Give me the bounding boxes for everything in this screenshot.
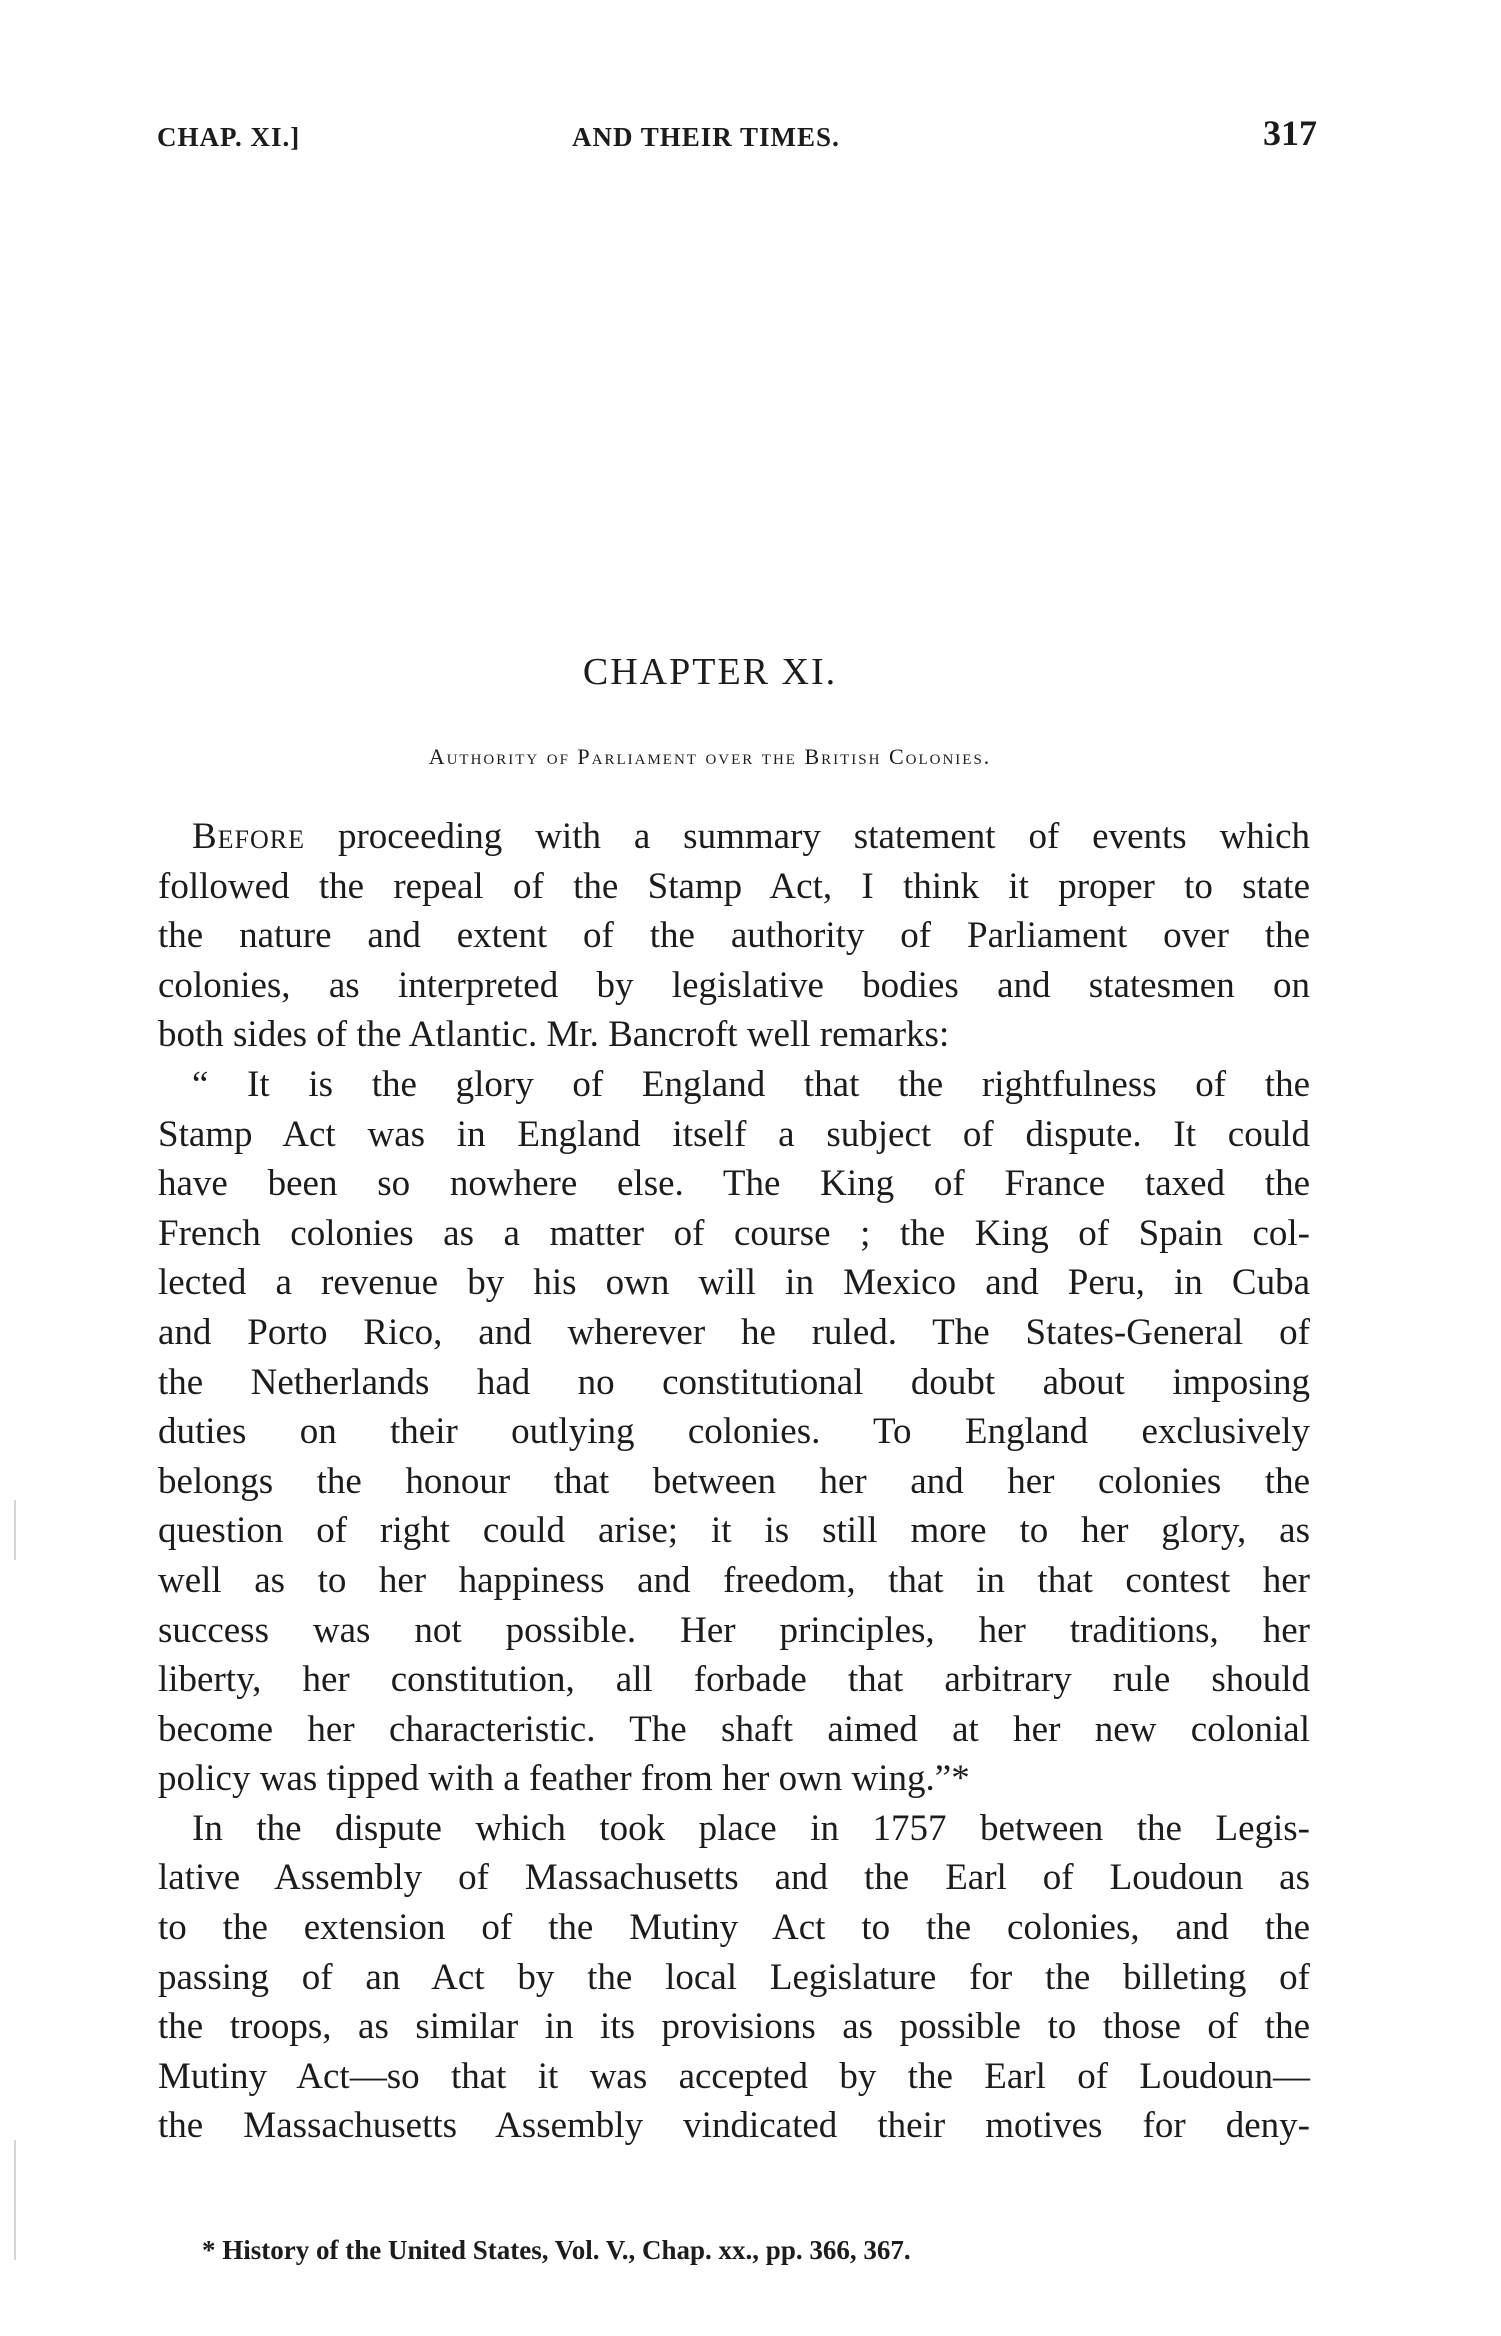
body-text bbox=[158, 812, 1310, 2151]
quote-line: success was not possible. Her principles, her traditions, her bbox=[158, 1609, 1310, 1651]
paragraph-1-line: both sides of the Atlantic. Mr. Bancroft well remarks: bbox=[158, 1014, 950, 1056]
quote-line: policy was tipped with a feather from her own wing.”* bbox=[158, 1758, 970, 1800]
quote-line: well as to her happiness and freedom, that in that contest her bbox=[158, 1559, 1310, 1601]
quote-line: Stamp Act was in England itself a subject of dispute. It could bbox=[158, 1113, 1310, 1155]
running-head-title: AND THEIR TIMES. bbox=[572, 122, 840, 152]
paragraph-1-line: followed the repeal of the Stamp Act, I think it proper to state bbox=[158, 865, 1310, 907]
quote-line: the Netherlands had no constitutional doubt about imposing bbox=[158, 1361, 1310, 1403]
paragraph-1-line: the nature and extent of the authority of Parliament over the bbox=[158, 915, 1310, 957]
paragraph-2-line: Mutiny Act—so that it was accepted by the Earl of Loudoun— bbox=[158, 2055, 1310, 2097]
paragraph-1-line: colonies, as interpreted by legislative bodies and statesmen on bbox=[158, 964, 1310, 1006]
quote-line: “ It is the glory of England that the rightfulness of the bbox=[192, 1063, 1310, 1105]
quote-line: liberty, her constitution, all forbade that arbitrary rule should bbox=[158, 1659, 1310, 1701]
scan-margin-mark bbox=[14, 2140, 16, 2260]
paragraph-2-line: passing of an Act by the local Legislature for the billeting of bbox=[158, 1956, 1310, 1998]
paragraph-2-line: to the extension of the Mutiny Act to the colonies, and the bbox=[158, 1907, 1310, 1949]
footnote: * History of the United States, Vol. V., Chap. xx., pp. 366, 367. bbox=[202, 2235, 911, 2265]
quote-line: duties on their outlying colonies. To England exclusively bbox=[158, 1411, 1310, 1453]
dropword: Before bbox=[192, 816, 306, 857]
paragraph-2-line: lative Assembly of Massachusetts and the Earl of Loudoun as bbox=[158, 1857, 1310, 1899]
paragraph-2-line: the Massachusetts Assembly vindicated their motives for deny- bbox=[158, 2105, 1310, 2147]
chapter-title: CHAPTER XI. bbox=[582, 651, 838, 693]
quote-line: belongs the honour that between her and her colonies the bbox=[158, 1460, 1310, 1502]
chapter-subtitle: Authority of Parliament over the British Colonies. bbox=[428, 744, 992, 769]
quote-line: lected a revenue by his own will in Mexico and Peru, in Cuba bbox=[158, 1262, 1310, 1304]
quote-line: and Porto Rico, and wherever he ruled. The States-General of bbox=[158, 1311, 1310, 1353]
running-head bbox=[157, 112, 1317, 162]
paragraph-2-line: In the dispute which took place in 1757 between the Legis- bbox=[192, 1807, 1310, 1849]
quote-line: become her characteristic. The shaft aimed at her new colonial bbox=[158, 1708, 1310, 1750]
quote-line: French colonies as a matter of course ; the King of Spain col- bbox=[158, 1212, 1310, 1254]
paragraph-1-line: Before proceeding with a summary statement of events which bbox=[192, 816, 1311, 857]
scan-margin-mark bbox=[14, 1500, 16, 1560]
page-number: 317 bbox=[1263, 113, 1317, 153]
paragraph-2-line: the troops, as similar in its provisions as possible to those of the bbox=[158, 2006, 1310, 2048]
quote-line: have been so nowhere else. The King of France taxed the bbox=[158, 1163, 1310, 1205]
running-head-chapter: CHAP. XI.] bbox=[157, 122, 301, 152]
quote-line: question of right could arise; it is still more to her glory, as bbox=[158, 1510, 1310, 1552]
